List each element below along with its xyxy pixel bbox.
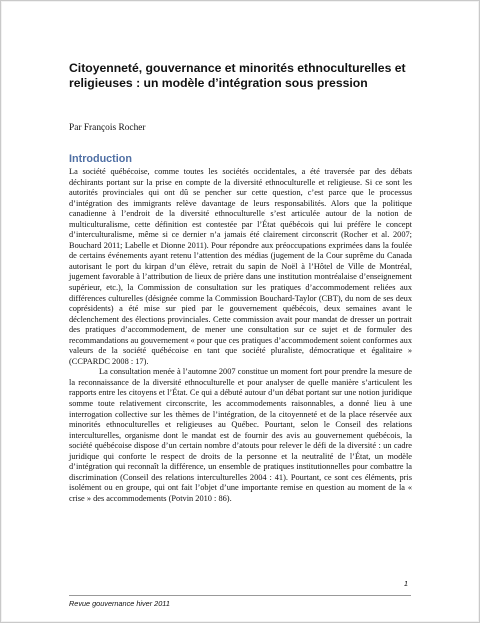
paragraph-1: La société québécoise, comme toutes les sociétés occidentales, a été traversée par des débats déchirants portant sur la prise en compte de la diversité ethnoculturelle et religieuse. Si ce sont les autorités provinciales qui ont dû se pencher sur cette question, c’est parce que le processus d’intégration des immigrants relève davantage de leurs responsabilités. Alors que la politique canadienne à l’endroit de la diversité ethnoculturelle s’est articulée autour de la notion de multiculturalisme, cette définition est contestée par l’État québécois qui lui préfère le concept d’interculturalisme, même si ce dernier n’a jamais été clairement circonscrit (Rocher et al. 2007; Bouchard 2011; Labelle et Dionne 2011). Pour répondre aux préoccupations exprimées dans la foulée de certains événements ayant retenu l’attention des médias (jugement de la Cour suprême du Canada autorisant le port du kirpan d’un élève, retrait du sapin de Noël à l’Hôtel de Ville de Montréal, jugement favorable à l’attribution de lieux de prière dans une institution montréalaise d’enseignement supérieur, etc.), la Commission de consultation sur les pratiques d’accommodement reliées aux différences culturelles (désignée comme la Commission Bouchard-Taylor (CBT), du nom de ses deux coprésidents) a été mise sur pied par le gouvernement québécois, deux semaines avant le déclenchement des élections provinciales. Cette commission avait pour mandat de dresser un portrait des pratiques d’accommodement, de mener une consultation sur ce sujet et de formuler des recommandations au gouvernement « pour que ces pratiques d’accommodement soient conformes aux valeurs de la société québécoise en tant que société pluraliste, démocratique et égalitaire » (CCPARDC 2008 : 17). xyxy=(69,167,412,366)
paragraph-2: La consultation menée à l’automne 2007 constitue un moment fort pour prendre la mesure de la reconnaissance de la diversité ethnoculturelle et pour analyser de quelle manière s’articulent les rapports entre les citoyens et l’État. Ce qui a débuté autour d’un débat portant sur une notion juridique somme toute relativement circonscrite, les accommodements raisonnables, a donné lieu à une interrogation collective sur les thèmes de l’intégration, de la citoyenneté et de la place réservée aux minorités ethnoculturelles et religieuses au Québec. Pourtant, selon le Conseil des relations interculturelles, organisme dont le mandat est de fournir des avis au gouvernement québécois, la société québécoise dispose d’un certain nombre d’atouts pour relever le défi de la diversité : un cadre juridique qui conforte le respect de droits de la personne et la neutralité de l’État, un modèle d’intégration qui reconnaît la différence, un ensemble de pratiques institutionnelles pour combattre la discrimination (Conseil des relations interculturelles 2004 : 41). Pourtant, ce sont ces éléments, pris isolément ou en groupe, qui ont fait l’objet d’une importante remise en question au moment de la « crise » des accommodements (Potvin 2010 : 86). xyxy=(69,367,412,503)
footer-divider xyxy=(69,595,411,596)
section-heading: Introduction xyxy=(69,153,132,165)
document-title: Citoyenneté, gouvernance et minorités ethnoculturelles et religieuses : un modèle d’intégration sous pression xyxy=(69,61,406,90)
author-byline: Par François Rocher xyxy=(69,123,146,133)
page-number: 1 xyxy=(403,579,408,588)
body-text xyxy=(69,167,412,505)
footer-journal-name: Revue gouvernance hiver 2011 xyxy=(69,599,170,608)
